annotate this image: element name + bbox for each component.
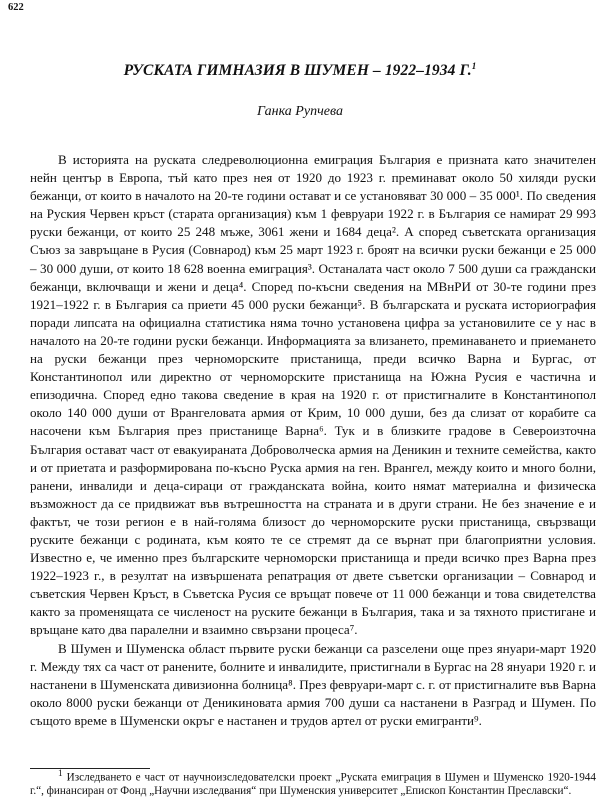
article-title-text: РУСКАТА ГИМНАЗИЯ В ШУМЕН – 1922–1934 Г. [123, 62, 472, 80]
footnote [30, 768, 596, 799]
article-title [0, 61, 600, 80]
footnote-marker: 1 [58, 769, 63, 779]
body-paragraph-1: В историята на руската следреволюционна емиграция България е призната като значителен нейн център в Европа, тъй като през нея от 1920 до 1923 г. преминават около 50 хиляди руски бежанци, от които в началото на 20-те години остават и се установяват 30 000 – 35 000¹. По сведения на Руския Червен кръст (старата организация) към 1 февруари 1922 г. в България се намират 29 993 руски бежанци, от които 25 248 мъже, 3061 жени и 1684 деца². А според съветската организация Съюз за завръщане в Русия (Совнарод) към 25 март 1923 г. броят на всички руски бежанци е 25 000 – 30 000 души, от които 18 628 военна емиграция³. Останалата част около 7 500 души са граждански бежанци, включващи и жени и деца⁴. Според по-късни сведения на МВнРИ от 30-те години през 1921–1922 г. в България са приети 45 000 руски бежанци⁵. В българската и руската историография поради липсата на официална статистика няма точно установена цифра за установилите се у нас в началото на 20-те години руски бежанци. Информацията за влизането, преминаването и приемането на руски бежанци през черноморските пристанища, преди всичко Варна и Бургас, от Константинопол или директно от черноморските пристанища на Южна Русия е частична и епизодична. Според едно такова сведение в края на 1920 г. от пристигналите в Константинопол около 140 000 души от Врангеловата армия от Крим, 10 000 души, без да слизат от корабите са насочени към България през пристанище Варна⁶. Тук и в близките градове в Североизточна България остават част от евакуираната Доброволческа армия на Деникин и техните семейства, както и от приетата и разформирована по-късно Руска армия на ген. Врангел, между които и много болни, ранени, инвалиди и деца-сираци от гражданската война, които нямат материална и физическа възможност да се придвижат във вътрешността на страната и в други страни. Не без значение е и фактът, че този регион е в най-голяма близост до черноморските руски пристанища, свързващи руските бежанци с родината, към която те се стремят да се върнат при благоприятни условия. Известно е, че именно през българските черноморски пристанища и преди всичко през Варна през 1922–1923 г., в резултат на извършената репатрация от двете съветски организации – Совнарод и съветския Червен Кръст, в Съветска Русия се връщат повече от 11 000 бежанци и това свидетелства както за променящата се численост на руските бежанци в България, така и за тяхното пристигане и връщане като два паралелни и взаимно свързани процеса⁷. [30, 152, 596, 638]
article-author: Ганка Рупчева [257, 104, 343, 119]
article-body [30, 151, 596, 730]
page-number: 622 [8, 2, 24, 13]
body-paragraph-2: В Шумен и Шуменска област първите руски бежанци са разселени още през януари-март 1920 г. Между тях са част от ранените, болните и инвалидите, пристигнали в Бургас на 28 януари 1920 г. и настанени в Шуменската дивизионна болница⁸. През февруари-март с. г. от пристигналите във Варна около 8000 руски бежанци от Деникиновата армия 700 души са настанени в Разград и Шумен. По същото време в Шуменски окръг е настанен и трудов артел от руски емигранти⁹. [30, 640, 596, 728]
title-footnote-marker: 1 [471, 61, 477, 71]
footnote-text: Изследването е част от научноизследователски проект „Руската емиграция в Шумен и Шуменско 1920-1944 г.“, финансиран от Фонд „Научни изследвания“ при Шуменския университет „Епископ Константин Преславски“. [30, 771, 596, 798]
